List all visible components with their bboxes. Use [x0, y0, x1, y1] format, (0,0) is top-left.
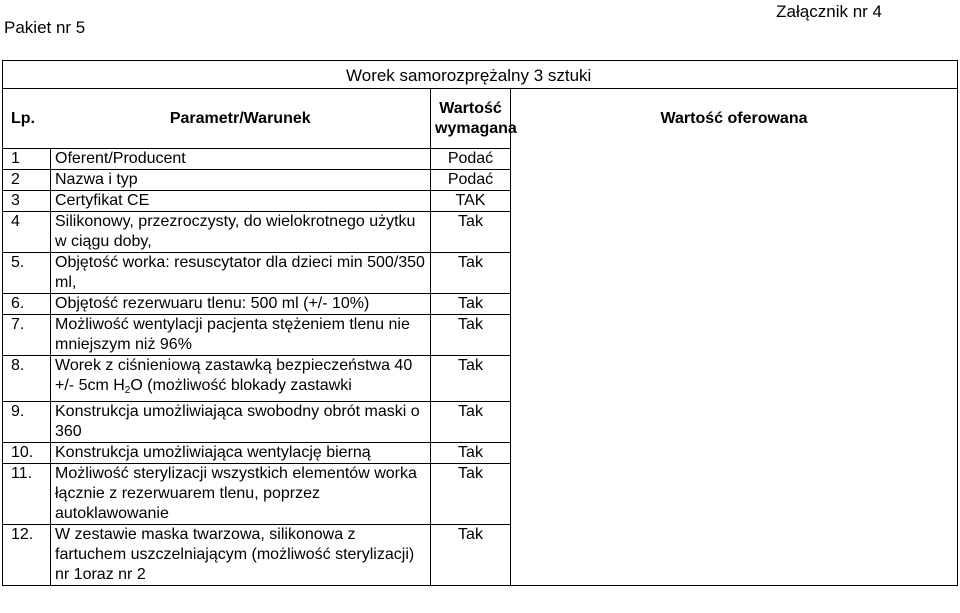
table-row: 4 Silikonowy, przezroczysty, do wielokrotnego użytku w ciągu doby, Tak	[3, 212, 958, 253]
table-row: 8. Worek z ciśnieniową zastawką bezpieczeństwa 40 +/- 5cm $H_2O$ (możliwość blokady zastawki Tak	[3, 356, 958, 402]
attachment-label: Załącznik nr 4	[776, 2, 882, 21]
col-param-header: Parametr/Warunek	[51, 89, 431, 149]
col-lp-header: Lp.	[3, 89, 51, 149]
spec-table-body	[2, 88, 958, 586]
table-title: Worek samorozprężalny 3 sztuki	[346, 66, 592, 85]
table-row: 6. Objętość rezerwuaru tlenu: 500 ml (+/- 10%) Tak	[3, 294, 958, 315]
table-row: 3 Certyfikat CE TAK	[3, 191, 958, 212]
table-row: 5. Objętość worka: resuscytator dla dzieci min 500/350 ml, Tak	[3, 253, 958, 294]
table-row: 1 Oferent/Producent Podać	[3, 149, 958, 170]
table-row: 2 Nazwa i typ Podać	[3, 170, 958, 191]
table-row: 11. Możliwość sterylizacji wszystkich elementów worka łącznie z rezerwuarem tlenu, poprzez autoklawowanie Tak	[3, 464, 958, 525]
table-row: 10. Konstrukcja umożliwiająca wentylację bierną Tak	[3, 443, 958, 464]
table-row: 7. Możliwość wentylacji pacjenta stężeniem tlenu nie mniejszym niż 96% Tak	[3, 315, 958, 356]
table-row: 12. W zestawie maska twarzowa, silikonowa z fartuchem uszczelniającym (możliwość sterylizacji) nr 1oraz nr 2 Tak	[3, 525, 958, 586]
table-row: 9. Konstrukcja umożliwiająca swobodny obrót maski o 360 Tak	[3, 402, 958, 443]
col-required-header: Wartość wymagana	[431, 89, 511, 149]
package-label: Pakiet nr 5	[4, 18, 86, 37]
col-offer-header: Wartość oferowana	[511, 89, 958, 586]
